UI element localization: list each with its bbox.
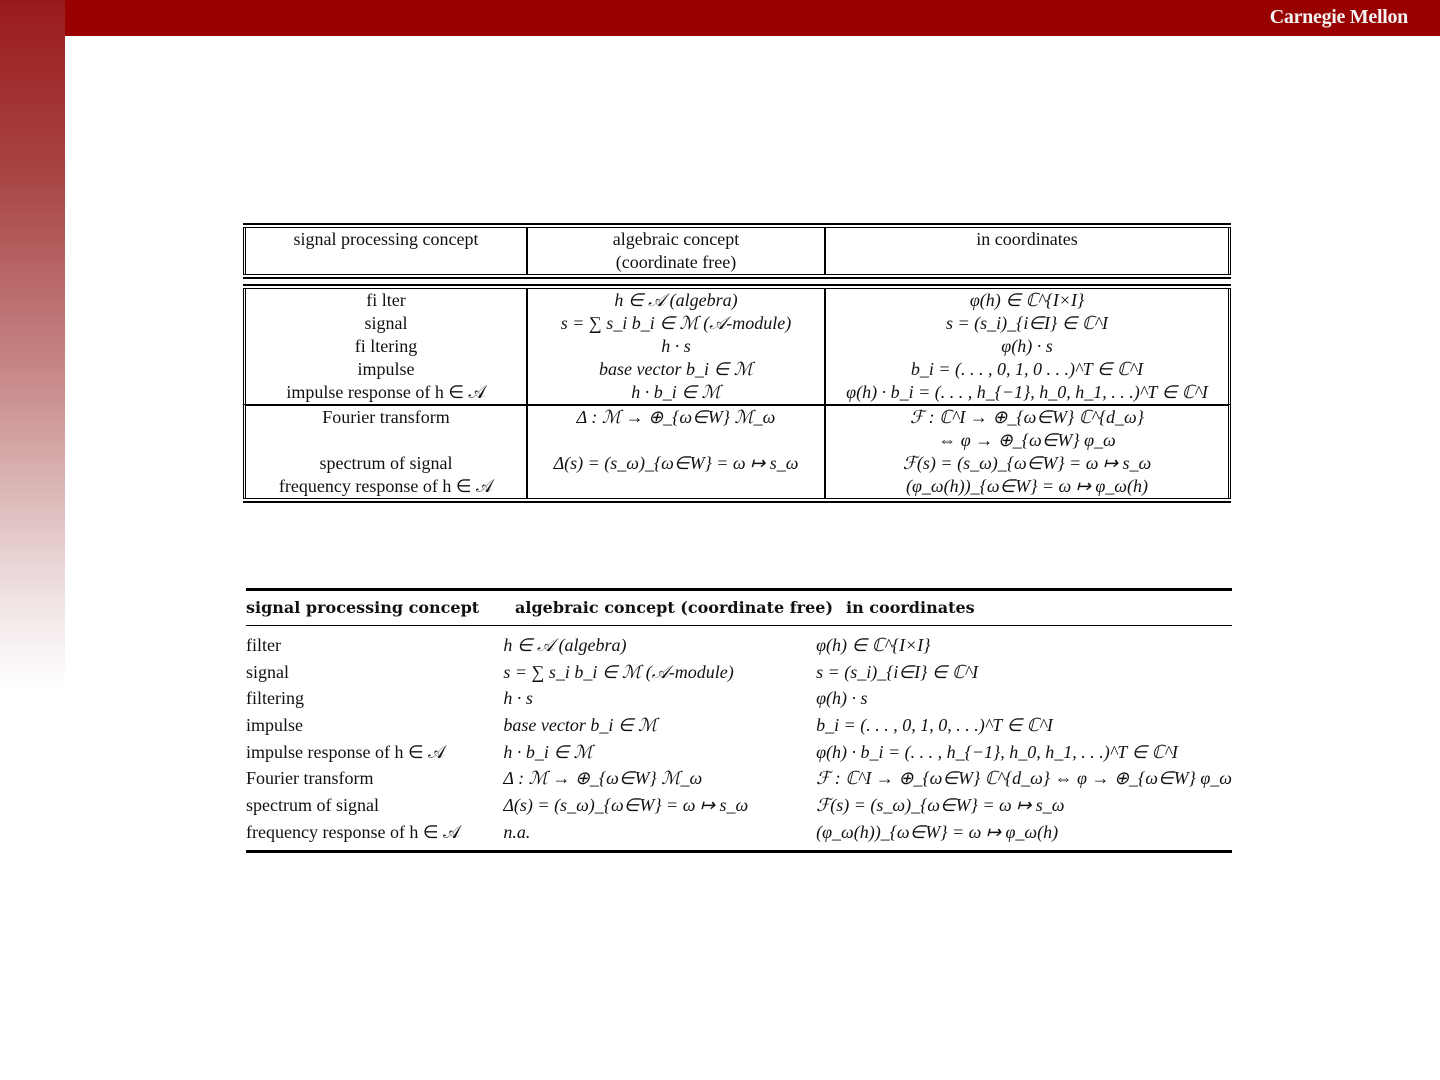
table-cell: h ∈ 𝒜 (algebra) [503, 635, 627, 655]
table-row [246, 712, 1232, 739]
table-cell [243, 429, 528, 452]
table-cell: frequency response of h ∈ 𝒜 [246, 821, 461, 842]
table-cell: s = (s_i)_{i∈I} ∈ ℂ^I [826, 312, 1231, 335]
table-cell: Fourier transform [246, 768, 374, 789]
old-header-col2: algebraic concept (coordinate free) [528, 228, 826, 274]
table-cell: ℱ(s) = (s_ω)_{ω∈W} = ω ↦ s_ω [826, 452, 1231, 475]
boxed-table-body [243, 289, 1231, 498]
table-row [246, 659, 1232, 686]
table-cell: h · s [528, 335, 826, 358]
table-cell: fi ltering [243, 335, 528, 358]
table-cell: φ(h) · b_i = (. . . , h_{−1}, h_0, h_1, . . .)^T ∈ ℂ^I [826, 381, 1231, 404]
table-row [246, 632, 1232, 659]
table-row [243, 289, 1231, 312]
mid-rule [246, 625, 1232, 626]
table-cell: frequency response of h ∈ 𝒜 [243, 475, 528, 498]
table-row [246, 765, 1232, 792]
table-cell: signal [246, 661, 289, 682]
table-cell: filter [246, 635, 281, 655]
old-header-col1: signal processing concept [243, 228, 528, 274]
table-cell: spectrum of signal [246, 795, 379, 816]
table-cell: s = (s_i)_{i∈I} ∈ ℂ^I [816, 661, 979, 682]
table-cell: (φ_ω(h))_{ω∈W} = ω ↦ φ_ω(h) [816, 821, 1059, 842]
table-cell: φ(h) · s [816, 688, 868, 709]
table-cell: h · b_i ∈ ℳ [528, 381, 826, 404]
table-cell [528, 429, 826, 452]
table-cell: spectrum of signal [243, 452, 528, 475]
table-cell: impulse response of h ∈ 𝒜 [246, 741, 446, 762]
table-cell: signal [243, 312, 528, 335]
table-cell: b_i = (. . . , 0, 1, 0 . . .)^T ∈ ℂ^I [826, 358, 1231, 381]
table-cell: Δ : ℳ → ⊕_{ω∈W} ℳ_ω [528, 404, 826, 429]
new-header-col2: algebraic concept (coordinate free) [515, 598, 834, 617]
old-header-col3: in coordinates [826, 228, 1231, 274]
table-cell: ⇔ φ → ⊕_{ω∈W} φ_ω [826, 429, 1231, 452]
top-banner [0, 0, 1440, 36]
table-cell: impulse [246, 715, 303, 736]
table-row [243, 475, 1231, 498]
table-cell: ℱ(s) = (s_ω)_{ω∈W} = ω ↦ s_ω [816, 795, 1065, 816]
table-row [246, 685, 1232, 712]
booktabs-comparison-table [246, 588, 1232, 853]
table-row [243, 335, 1231, 358]
table-row [243, 452, 1231, 475]
table-cell: ℱ : ℂ^I → ⊕_{ω∈W} ℂ^{d_ω} [826, 404, 1231, 429]
table-cell: filtering [246, 688, 304, 709]
table-cell: φ(h) ∈ ℂ^{I×I} [826, 289, 1231, 312]
table-cell: s = ∑ s_i b_i ∈ ℳ (𝒜-module) [528, 312, 826, 335]
table-cell: base vector b_i ∈ ℳ [528, 358, 826, 381]
table-cell: impulse response of h ∈ 𝒜 [243, 381, 528, 404]
boxed-table-header [243, 228, 1231, 274]
table-cell: Δ(s) = (s_ω)_{ω∈W} = ω ↦ s_ω [528, 452, 826, 475]
side-gradient-bar [0, 0, 65, 690]
table-row [243, 358, 1231, 381]
table-row [246, 819, 1232, 846]
table-cell [528, 475, 826, 498]
table-cell: (φ_ω(h))_{ω∈W} = ω ↦ φ_ω(h) [826, 475, 1231, 498]
new-header-col3: in coordinates [846, 598, 975, 617]
table-cell: φ(h) · s [826, 335, 1231, 358]
table-cell: h · s [503, 688, 533, 709]
table-cell: n.a. [503, 821, 531, 842]
table-cell: φ(h) · b_i = (. . . , h_{−1}, h_0, h_1, . . .)^T ∈ ℂ^I [816, 741, 1178, 762]
bottom-rule [246, 850, 1232, 853]
table-cell: h ∈ 𝒜 (algebra) [528, 289, 826, 312]
table-cell: h · b_i ∈ ℳ [503, 741, 593, 762]
table-row [246, 739, 1232, 766]
table-row [243, 312, 1231, 335]
new-header-col1: signal processing concept [246, 598, 480, 617]
table-cell: fi lter [243, 289, 528, 312]
table-cell: base vector b_i ∈ ℳ [503, 715, 658, 736]
table-cell: Δ : ℳ → ⊕_{ω∈W} ℳ_ω [503, 768, 703, 789]
table-cell: Fourier transform [243, 404, 528, 429]
table-cell: φ(h) ∈ ℂ^{I×I} [816, 635, 931, 655]
table-cell: Δ(s) = (s_ω)_{ω∈W} = ω ↦ s_ω [503, 795, 749, 816]
table-cell: ℱ : ℂ^I → ⊕_{ω∈W} ℂ^{d_ω} ⇔ φ → ⊕_{ω∈W} φ_ω [816, 768, 1232, 789]
boxed-comparison-table [243, 223, 1231, 503]
table-cell: s = ∑ s_i b_i ∈ ℳ (𝒜-module) [503, 661, 734, 682]
table-row [243, 381, 1231, 404]
carnegie-mellon-logo: Carnegie Mellon [1269, 6, 1408, 28]
table-cell: impulse [243, 358, 528, 381]
table-row [246, 792, 1232, 819]
table-row [243, 404, 1231, 429]
table-row [243, 429, 1231, 452]
table-cell: b_i = (. . . , 0, 1, 0, . . .)^T ∈ ℂ^I [816, 715, 1053, 736]
